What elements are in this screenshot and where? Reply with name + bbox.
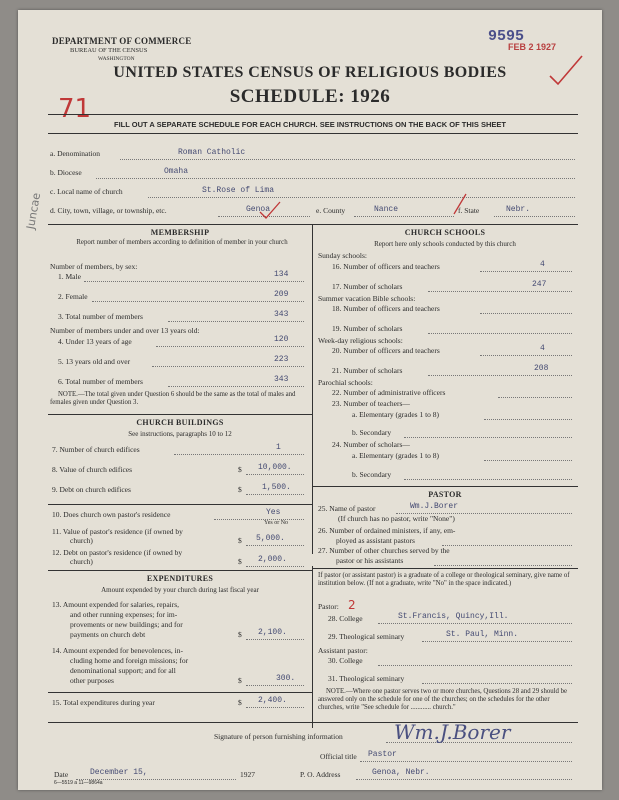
q15-value: 2,400. (258, 696, 287, 705)
instruction-line: FILL OUT A SEPARATE SCHEDULE FOR EACH CHURCH. SEE INSTRUCTIONS ON THE BACK OF THIS SHEET (114, 120, 506, 129)
fill-line (246, 474, 304, 475)
fill-line (168, 321, 304, 322)
q13-value: 2,100. (258, 628, 287, 637)
pastor-bottom-note: NOTE.—Where one pastor serves two or more churches, Questions 28 and 29 should be answered only on the schedule for one of the churches; on the schedules for the other churches, write "See schedule for ............ church." (318, 688, 568, 711)
signature-label: Signature of person furnishing information (214, 732, 343, 741)
q11-label-line2: church) (70, 536, 93, 545)
fill-line (480, 313, 572, 314)
handwritten-page-mark: 71 (58, 94, 92, 124)
q14-label-line2: cluding home and foreign missions; for (70, 656, 189, 665)
fill-line (422, 683, 572, 684)
q16-value: 4 (540, 260, 545, 269)
date-value: December 15, (90, 768, 148, 777)
q31-label: 31. Theological seminary (328, 674, 405, 683)
assistant-pastor-label: Assistant pastor: (318, 646, 368, 655)
q5-value: 223 (274, 355, 289, 364)
q25-hint: (If church has no pastor, write "None") (338, 514, 455, 523)
q10-hint: Yes or No (264, 520, 289, 526)
divider (48, 414, 312, 415)
diocese-value: Omaha (164, 167, 189, 176)
schools-heading: CHURCH SCHOOLS (404, 228, 486, 237)
fill-line (152, 366, 304, 367)
q5-label: 5. 13 years old and over (58, 357, 131, 366)
church-name-value: St.Rose of Lima (202, 186, 275, 195)
fill-line (174, 454, 304, 455)
q14-dollar-sign: $ (238, 676, 242, 685)
q8-dollar-sign: $ (238, 465, 242, 474)
fill-line (378, 623, 572, 624)
q1-value: 134 (274, 270, 289, 279)
q24b-label: b. Secondary (352, 470, 392, 479)
q13-label-line2: and other running expenses; for im- (70, 610, 178, 619)
buildings-heading: CHURCH BUILDINGS (136, 418, 224, 427)
fill-line (96, 178, 575, 179)
receipt-stamp-date: FEB 2 1927 (508, 42, 557, 52)
fill-line (404, 479, 572, 480)
q15-dollar-sign: $ (238, 698, 242, 707)
column-divider (312, 566, 313, 728)
q25-label: 25. Name of pastor (318, 504, 376, 513)
divider (48, 133, 578, 134)
fill-line (356, 779, 572, 780)
fill-line (354, 216, 454, 217)
denomination-value: Roman Catholic (178, 148, 246, 157)
fill-line (246, 707, 304, 708)
membership-note: NOTE.—The total given under Question 6 should be the same as the total of males and females given under Question 3. (50, 391, 296, 406)
fill-line (378, 665, 572, 666)
q6-label: 6. Total number of members (58, 377, 143, 386)
fill-line (428, 291, 572, 292)
schools-subheading: Report here only schools conducted by this church (374, 240, 516, 248)
q22-label: 22. Number of administrative officers (332, 388, 446, 397)
q30-label: 30. College (328, 656, 363, 665)
q12-value: 2,000. (258, 555, 287, 564)
city-value: Genoa (246, 205, 271, 214)
form-title: UNITED STATES CENSUS OF RELIGIOUS BODIES (113, 64, 507, 81)
fill-line (428, 375, 572, 376)
q27-label-line2: pastor or his assistants (336, 556, 404, 565)
sunday-schools-label: Sunday schools: (318, 251, 367, 260)
state-value: Nebr. (506, 205, 531, 214)
buildings-subheading: See instructions, paragraphs 10 to 12 (128, 430, 232, 438)
q21-value: 208 (534, 364, 549, 373)
divider (312, 486, 578, 487)
q19-label: 19. Number of scholars (332, 324, 403, 333)
q29-value: St. Paul, Minn. (446, 630, 519, 639)
expenditures-subheading: Amount expended by your church during last fiscal year (101, 586, 259, 594)
q13-label-line3: provements or new buildings; and for (70, 620, 183, 629)
members-by-age-label: Number of members under and over 13 years old: (50, 326, 200, 335)
q21-label: 21. Number of scholars (332, 366, 403, 375)
q23-label: 23. Number of teachers— (332, 399, 410, 408)
fill-line (360, 761, 572, 762)
census-schedule-sheet (18, 10, 602, 790)
membership-intro: Report number of members according to definition of member in your church (76, 239, 288, 246)
divider (312, 568, 578, 569)
q7-label: 7. Number of church edifices (52, 445, 140, 454)
q14-value: 300. (276, 674, 296, 683)
q23b-label: b. Secondary (352, 428, 392, 437)
weekday-schools-label: Week-day religious schools: (318, 336, 403, 345)
members-by-sex-label: Number of members, by sex: (50, 262, 138, 271)
fill-line (480, 271, 572, 272)
divider (48, 114, 578, 115)
q14-label-line1: 14. Amount expended for benevolences, in- (52, 646, 184, 655)
q11-label-line1: 11. Value of pastor's residence (if owned by (52, 527, 183, 536)
q9-dollar-sign: $ (238, 485, 242, 494)
date-label: Date (54, 770, 69, 779)
q26-label-line1: 26. Number of ordained ministers, if any, em- (318, 526, 456, 535)
q8-label: 8. Value of church edifices (52, 465, 133, 474)
q7-value: 1 (276, 443, 281, 452)
divider (48, 692, 312, 693)
fill-line (92, 301, 304, 302)
q4-value: 120 (274, 335, 289, 344)
handwritten-margin-note: Juncae (24, 191, 44, 231)
date-year: 1927 (240, 770, 255, 779)
q3-value: 343 (274, 310, 289, 319)
fill-line (246, 639, 304, 640)
fill-line (480, 355, 572, 356)
q12-dollar-sign: $ (238, 557, 242, 566)
county-label: e. County (316, 206, 346, 215)
fill-line (442, 545, 572, 546)
q14-label-line3: denominational support; and for all (70, 666, 176, 675)
q1-label: 1. Male (58, 272, 81, 281)
handwritten-pastor-mark: 2 (348, 598, 356, 612)
bureau-city: WASHINGTON (98, 56, 135, 62)
q17-label: 17. Number of scholars (332, 282, 403, 291)
official-title-value: Pastor (368, 750, 397, 759)
q9-label: 9. Debt on church edifices (52, 485, 131, 494)
q16-label: 16. Number of officers and teachers (332, 262, 440, 271)
denomination-label: a. Denomination (50, 149, 100, 158)
q12-label-line2: church) (70, 557, 93, 566)
divider (48, 570, 312, 571)
expenditures-heading: EXPENDITURES (146, 574, 214, 583)
red-check-mark (448, 190, 508, 218)
fill-line (484, 419, 572, 420)
q12-label-line1: 12. Debt on pastor's residence (if owned by (52, 548, 183, 557)
bureau-name: BUREAU OF THE CENSUS (70, 47, 148, 54)
q2-label: 2. Female (58, 292, 88, 301)
signature: Wm.J.Borer (394, 720, 511, 744)
q3-label: 3. Total number of members (58, 312, 143, 321)
q11-dollar-sign: $ (238, 536, 242, 545)
q20-label: 20. Number of officers and teachers (332, 346, 440, 355)
membership-heading: MEMBERSHIP (150, 228, 210, 237)
q18-label: 18. Number of officers and teachers (332, 304, 440, 313)
q13-label-line4: payments on church debt (70, 630, 146, 639)
pastor-label: Pastor: (318, 602, 339, 611)
official-title-label: Official title (320, 752, 357, 761)
fill-line (428, 333, 572, 334)
q13-dollar-sign: $ (238, 630, 242, 639)
column-divider (312, 224, 313, 554)
diocese-label: b. Diocese (50, 168, 82, 177)
q28-label: 28. College (328, 614, 363, 623)
q6-value: 343 (274, 375, 289, 384)
church-name-label: c. Local name of church (50, 187, 123, 196)
city-label: d. City, town, village, or township, etc. (50, 206, 167, 215)
fill-line (214, 519, 304, 520)
fill-line (120, 159, 575, 160)
q10-label: 10. Does church own pastor's residence (52, 510, 171, 519)
department-name: DEPARTMENT OF COMMERCE (52, 36, 192, 46)
pastor-heading: PASTOR (428, 490, 462, 499)
receipt-stamp-number: 9595 (488, 28, 525, 45)
q26-label-line2: ployed as assistant pastors (336, 536, 415, 545)
fill-line (246, 494, 304, 495)
q28-value: St.Francis, Quincy,Ill. (398, 612, 509, 621)
q9-value: 1,500. (262, 483, 291, 492)
red-check-mark (258, 198, 318, 220)
address-label: P. O. Address (300, 770, 341, 779)
q8-value: 10,000. (258, 463, 292, 472)
q27-label-line1: 27. Number of other churches served by the (318, 546, 450, 555)
form-subtitle: SCHEDULE: 1926 (229, 86, 391, 107)
q11-value: 5,000. (256, 534, 285, 543)
fill-line (246, 685, 304, 686)
form-codes: 6—5519 a 11—9864a (54, 780, 103, 786)
q4-label: 4. Under 13 years of age (58, 337, 132, 346)
vacation-schools-label: Summer vacation Bible schools: (318, 294, 416, 303)
fill-line (434, 565, 572, 566)
q14-label-line4: other purposes (70, 676, 114, 685)
q24-label: 24. Number of scholars— (332, 440, 410, 449)
fill-line (156, 346, 304, 347)
q13-label-line1: 13. Amount expended for salaries, repairs, (52, 600, 180, 609)
fill-line (246, 566, 304, 567)
q24a-label: a. Elementary (grades 1 to 8) (352, 451, 440, 460)
q23a-label: a. Elementary (grades 1 to 8) (352, 410, 440, 419)
divider (48, 504, 312, 505)
q2-value: 209 (274, 290, 289, 299)
state-label: f. State (458, 206, 480, 215)
graduate-note: If pastor (or assistant pastor) is a graduate of a college or theological seminary, give name of institution below. (If not a graduate, write "No" in the space indicated.) (318, 572, 570, 587)
q10-value: Yes (266, 508, 281, 517)
fill-line (422, 641, 572, 642)
q25-value: Wm.J.Borer (410, 502, 459, 511)
address-value: Genoa, Nebr. (372, 768, 430, 777)
q15-label: 15. Total expenditures during year (52, 698, 155, 707)
parochial-schools-label: Parochial schools: (318, 378, 373, 387)
q17-value: 247 (532, 280, 547, 289)
county-value: Nance (374, 205, 399, 214)
fill-line (246, 545, 304, 546)
divider (48, 224, 578, 225)
fill-line (84, 281, 304, 282)
fill-line (148, 197, 575, 198)
fill-line (404, 437, 572, 438)
fill-line (484, 460, 572, 461)
fill-line (168, 386, 304, 387)
fill-line (498, 397, 572, 398)
q29-label: 29. Theological seminary (328, 632, 405, 641)
q20-value: 4 (540, 344, 545, 353)
